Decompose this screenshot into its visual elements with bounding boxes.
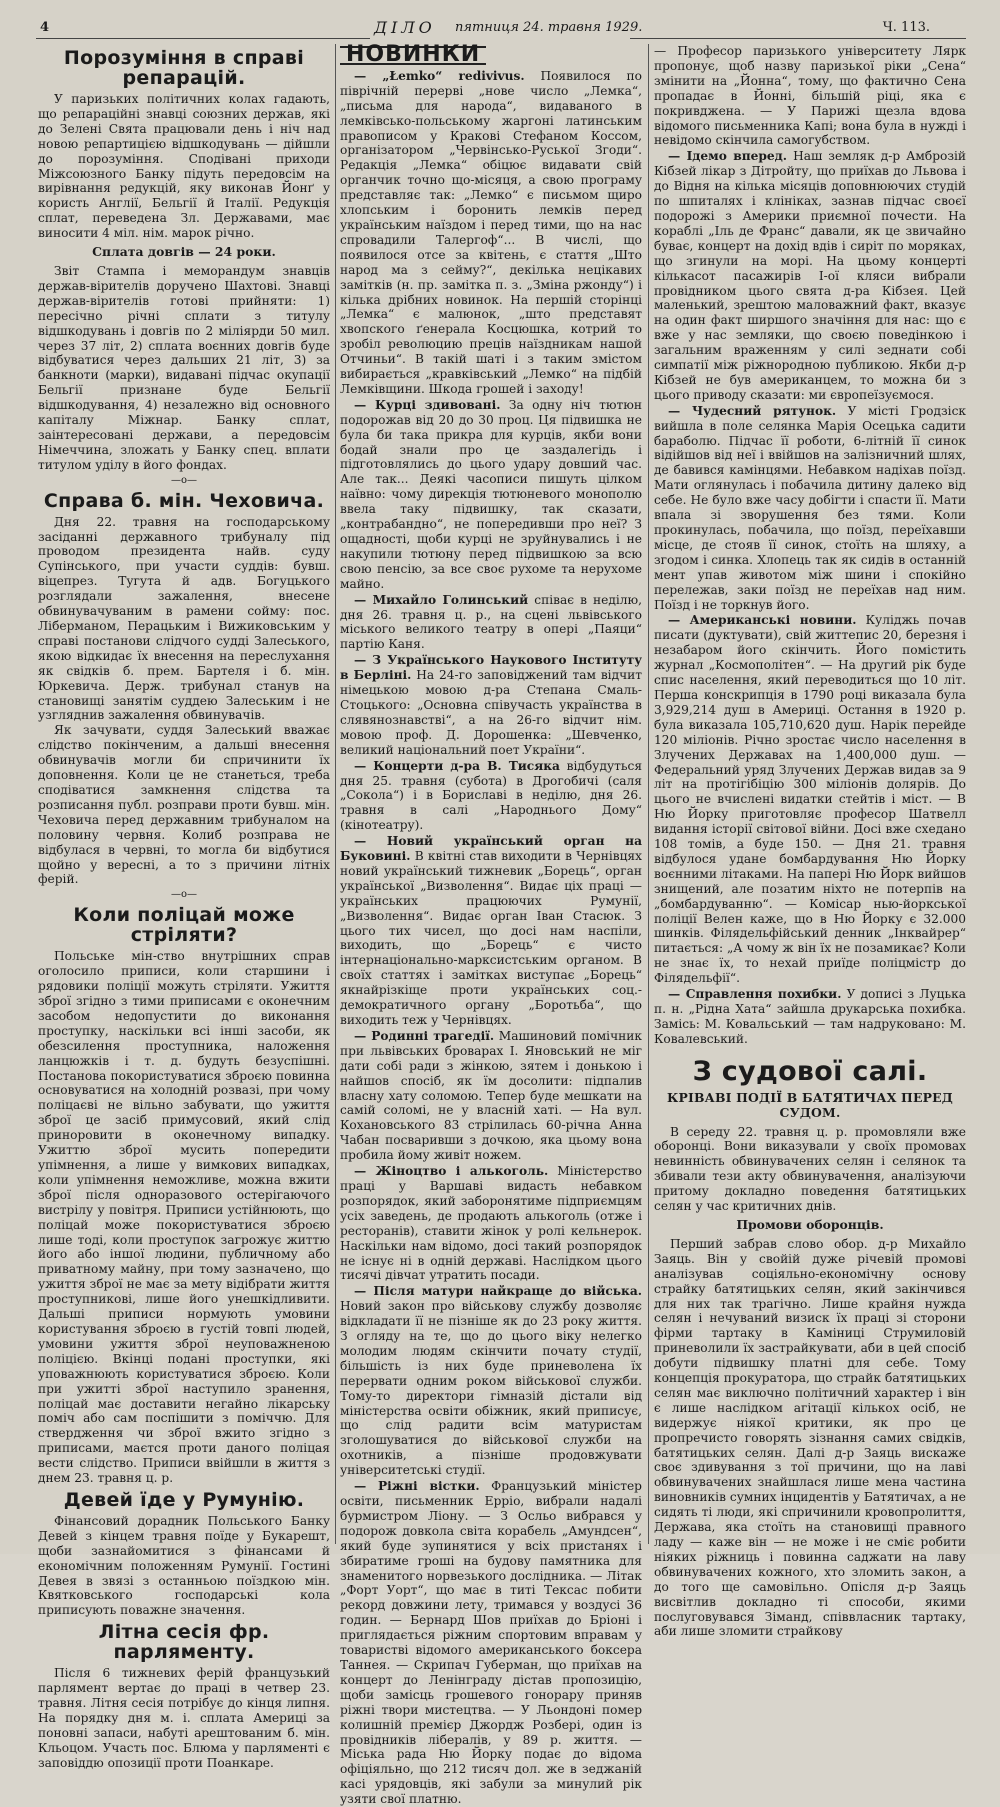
news-text: В квітні став виходити в Чернівцях новий український тижневик „Борець“, орган української „Визволення“. Видає ціх праці — українських працюючих Румунії, „Визволення“. Видає орган Іван Стасюк. З цього тих чисел, що досі нам наспіли, виходить, що „Борець“ є чисто інтернаціонально-марксистським органом. В своїх статтях і замітках виступає „Борець“ якнайрізкіще проти українських соц.-демократичного органу „Боротьба“, що виходить теж у Чернівцях. bbox=[340, 849, 642, 1027]
article-paragraph: Перший забрав слово обор. д-р Михайло Заяць. Він у свойій дуже річевій промові аналізував соціяльно-економічну основу страйку батятицьких селян, який закінчився для них так трагічно. Лише крайня нужда селян і нечуваний визиск їх праці зі сторони фірми тартаку в Каміниці Струмиловій приневолили їх застрайкувати, аби в цей спосіб добути підвишку платні для себе. Тому концепція прокуратора, що страйк батятицьких селян має виключно політичний характер і він є лише наслідком агітації кількох осіб, не видержує ніякої критики, як про це пропречисто говорять зізнання самих свідків, батятицьких селян. Далі д-р Заяць вискаже своє здивування з тої причини, що на лаві обвинувачених знайшлася лише мена частина виновників сумних інцидентів у Батятичах, а не сидять ті люди, які спричинили кровопролиття, Держава, яка стоїть на становищі правного ладу — каже він — не може і не сміє робити ніяких ріжниць і повинна саджати на лаву обвинувачених кожного, хто зломить закон, а до того ще самовільно. Опісля д-р Заяць висвітлив докладно ті способи, якими послуговувався Зіманд, співвласник тартаку, аби лише зломити страйкову bbox=[654, 1236, 966, 1639]
article-title-reparations: Порозуміння в справі репарацій. bbox=[63, 47, 305, 89]
article-paragraph: Дня 22. травня на господарському засіданні державного трибуналу під проводом президента найв. суду Супінського, при участи суддів: бувш. віцепрез. Тугута й адв. Богуцького розглядали зажалення, внесене обвинувачуваним в рамени сойму: пос. Ліберманом, Перацьким і Вижиковським у справі постанови слідчого судді Залеського, якою відкидає їх внесення на переслухання як свідків б. прем. Бартеля і б. мін. Юркевича. Держ. трибунал станув на становищі занятім суддею Залеським і не узгляднив зажалення обвинувачів. bbox=[38, 514, 330, 723]
news-item bbox=[340, 1479, 642, 1807]
news-item bbox=[340, 398, 642, 592]
section-header-novynky bbox=[340, 44, 642, 69]
news-item bbox=[340, 1029, 642, 1163]
news-lead: — Жіноцтво і алькоголь. bbox=[354, 1164, 549, 1179]
article-title-chekhovych: Справа б. мін. Чеховича. bbox=[43, 489, 325, 512]
news-text: Машиновий помічник при львівських броварах І. Яновський не міг дати собі ради з жінкою, зятем і донькою і найшов спосіб, як їм досолити: підпалив власну хату соломою. Тепер буде мешкати на самій соломі, не у власній хаті. — На вул. Кохановського 83 стрілилась 60-річна Анна Чабан посваривши з дочкою, яка цьому вона пробила йому живіт ножем. bbox=[340, 1028, 643, 1163]
news-text: Куліджь почав писати (дуктувати), свій життепис 20, березня і незабаром його скінчить. Його помістить журнал „Космополітен“. — На другий рік буде спис населення, який переводиться що 10 літ. Перша конскрипція в 1790 році виказала була 3,929,214 душ в Америці. Остання в 1920 р. була виказала 105,710,620 душ. Нарік перейде 120 міліонів. Річно зростає число населення в Злучених Державах на 1,400,000 душ. — Федеральний уряд Злучених Держав видав за 9 літ на протігібіцію 300 міліонів долярів. До цього не вчислені видатки стейтів і міст. — В Ню Йорку приготовляє професор Шатвелл видання історії світової війни. Досі вже схедано 108 томів, а буде 150. — Дня 21. травня відбулося удане бомбардування Ню Йорку воєнними літаками. На папері Ню Йорк вийшов знищений, але позатим ніхто не потерпів на „бомбардуванню“. — Комісар нью-йоркської поліції Велен каже, що в Ню Йорку є 32.000 шинків. Філядельфійський денник „Інквайрер“ питається: „А чому ж він їх не позамикає? Коли не знає їх, то нехай приїде поліцмістр до Філядельфії“. bbox=[654, 613, 966, 986]
article-paragraph: В середу 22. травня ц. р. промовляли вже оборонці. Вони виказували у своїх промовах невинність обвинувачених селян і селянок та збивали тези акту обвинувачення, аналізуючи притому докладно поведення батятицьких селян у час критичних днів. bbox=[654, 1124, 966, 1214]
news-lead: — Концерти д-ра В. Тисяка bbox=[354, 758, 560, 773]
news-continuation: — Професор паризького університету Лярк пропонує, щоб назву паризької ріки „Сена“ змінити на „Йонна“, тому, що фактично Сена пропадає в Йонні, більшій ріці, яка є покривджена. — У Парижі щезла вдова відомого письменника Капі; вона була в нужді і невідомо скінчила самогубством. bbox=[654, 44, 966, 148]
news-text: Появилося по піврічній перерві „нове число „Лемка“, „письма для народа“, видаваного в лемківсько-польському жаргоні латинським правописом у Кракові Стефаном Коссом, організатором „Червінсько-Руської Згоди“. Редакція „Лемка“ обіцює видавати свій органчик точно що-місяця, а свою програму представляє так: „Лемко“ є письмом щиро хлопським і боронить лемків перед українським наїздом і перед тими, що на нас спровадили Талергоф“... В числі, що появилося отсе за квітень, є стаття „Што народ ма з сейму?“, декілька нецікавих замітків (н. пр. замітка п. з. „Зміна ржонду“) і кілька дрібних новинок. На першій сторінці „Лемка“ є малюнок, „што представят хвопского ґенерала Косцюшка, котрий то зробіл революцию преців наїздникам нашой Отчиньи“. В такій шаті і з таким змістом вибирається „кравківський „Лемко“ на підбій Лемківщини. Шкода грошей і заходу! bbox=[340, 68, 643, 396]
news-item bbox=[340, 1164, 642, 1283]
news-lead: — Родинні трагедії. bbox=[354, 1028, 495, 1043]
news-item bbox=[340, 653, 642, 757]
news-lead: — Ріжні вістки. bbox=[354, 1479, 480, 1494]
news-text: Французький міністер освіти, письменник Ерріо, вибрали надалі бурмистром Ліону. — З Осльо вибрався у подорож довкола світа корабель „Амундсен“, який буде зупинятися у всіх пристанях і збиратиме гроші на будову памятника для знаменитого норвезького дослідника. — Літак „Форт Уорт“, що має в титі Тексас побити рекорд довжини лету, тримався у воздусі 36 годин. — Бернард Шов приїхав до Бріоні і приглядається ріжним спортовим вправам у товаристві відомого американського боксера Таннея. — Скрипач Губерман, що приїхав на концерт до Ленінграду дістав пропозицію, щоби замісць грошевого гонорару приняв ріжні твори мистецтва. — У Льондоні помер колишній премієр Джордж Розбері, один із провідників лібералів, у 89 р. життя. — Міська рада Ню Йорку подає до відома офіціяльно, що 212 тисяч дол. же в зеджаній касі урядовців, які забули за минулий рік узяти свої платню. bbox=[340, 1479, 642, 1807]
news-item bbox=[654, 987, 966, 1047]
news-item bbox=[654, 149, 966, 402]
news-text: Наш земляк д-р Амброзій Кібзей лікар з Дітройту, що приїхав до Львова і до Відня на кілька місяців доповнюючих студій по шпиталях і клініках, зазнав підчас своєї подорожі з Америки приємної почести. На кораблі „Іль де Франс“ давали, як це звичайно буває, концерт на дохід вдів і сиріт по моряках, що згинули на морі. На цьому концерті кількасот пасажирів І-ої кляси вибрали провідником цього свята д-ра Кібзея. Цей маленький, зрештою маловажний факт, вказує на один факт ширшого значіння для нас: що є вже у нас земляки, що своєю поведінкою і загальним враженням у силі зеднати собі симпатії між ріжнородною публикою. Якби д-р Кібзей не був американцем, то можна би з цього приводу сказати: ми європеїзуємося. bbox=[654, 149, 966, 402]
column-3 bbox=[654, 44, 967, 1639]
article-paragraph: Фінансовий дорадник Польського Банку Девей з кінцем травня поїде у Букарешт, щоби зазнайомитися з фінансами й економічним положенням Румунії. Гостині Девея в звязі з останньою поїздкою мін. Квятковського господарські кола приписують поважне значення. bbox=[38, 1513, 330, 1618]
article-paragraph: Як зачувати, суддя Залеський вважає слідство покінченим, а дальші внесення обвинувачів могли би спричинити їх доповнення. Коли це не станеться, треба сподіватися замкнення слідства та розписання публ. розправи проти бувш. мін. Чеховича перед державним трибуналом на половину червня. Колиб розправа не відбулася в червні, то могла би відбутися щойно у вересні, а то з причини літніх ферій. bbox=[38, 723, 330, 887]
news-item bbox=[340, 1284, 642, 1478]
column-divider-1 bbox=[335, 44, 336, 1544]
section-title: НОВИНКИ bbox=[340, 46, 486, 65]
article-title-devey: Девей їде у Румунію. bbox=[63, 1488, 305, 1511]
news-item bbox=[340, 834, 642, 1028]
news-lead: — З Українського Наукового Інституту в Берліні. bbox=[340, 653, 642, 683]
news-lead: — Курці здивовані. bbox=[354, 397, 501, 412]
article-paragraph: Після 6 тижневих ферій французький парлямент вертає до праці в четвер 23. травня. Літня сесія потрібує до кінця липня. На порядку дня м. і. сплата Америці за поновні запаси, набуті арештованим б. мін. Кльоцом. Участь пос. Блюма у парляменті є заповіддю опозиції проти Поанкаре. bbox=[38, 1666, 330, 1770]
news-lead: — Михайло Голинський bbox=[354, 592, 529, 607]
news-text: За одну ніч тютюн подорожав від 20 до 30 проц. Ця підвишка не була би така прикра для курців, якби вони бодай знали про це заздалегідь і підготовлялись до цього удару довший час. Але так... Деякі часописи пишуть цілком наївно: чому дирекція тютюневого монополю ввела таку підвишку, так сказати, „контрабандно“, не попередивши про неї? З ощадності, щоби курці не зруйнувались і не накупили тютюну перед підвишкою за всю свою пенсію, за все своє рухоме та нерухоме майно. bbox=[340, 397, 643, 591]
news-item bbox=[654, 613, 966, 986]
news-lead: — Чудесний рятунок. bbox=[668, 403, 837, 418]
news-item bbox=[340, 593, 642, 653]
column-2 bbox=[340, 42, 643, 1807]
news-text: Новий закон про військову службу дозволяє відкладати її не пізніше як до 23 року життя. З огляду на те, що до цього віку нелегко молодим людям скінчити почату студії, більшість із них буде приневолена їх перервати одним роком військової служби. Тому-то директори гімназій дістали від міністерства освіти обіжник, який приписує, що слід радити всім матуристам зголошуватися до військової служби на охотників, а пізніше продовжувати університетські студії. bbox=[340, 1299, 642, 1478]
article-paragraph: Польське мін-ство внутрішних справ оголосило приписи, коли старшини і рядовики поліції можуть стріляти. Ужиття зброї згідно з тими приписами є оконечним засобом недопустити до виконання проступку, наскільки всі інші засоби, як обезсилення проступника, наложення ланцюжків і т. д. будуть безуспішні. Постанова покористуватися зброєю повинна основуватися на холодній розвазі, при чому поліцаєві не вільно забувати, що ужиття зброї це засіб примусовий, який слід приноровити в оконечному випадку. Ужиттю зброї мусить попередити упімнення, а лише у вимкових випадках, коли упімнення неможливе, можна вжити зброї після одноразового остерігаючого вистрілу у повітря. Приписи устійнюють, що поліцай може покористуватися зброєю лише тоді, коли проступок загрожує життю його або іншої людини, публичному або приватному майну, при тому зазначено, що ужиття зброї не має за мету відібрати життя проступникові, лише його унешкідливити. Дальші приписи нормують умовини користування зброєю в густій товпі людей, умовини ужиття зброї неуповажненою поліцією. Вкінці подані проступки, які уповажнюють користуватися зброєю. Коли при ужитті зброї наступило зранення, поліцай має доставити негайно лікарську поміч або сам поспішити з поміччю. Для ствердження чи зброї вжито згідно з приписами, маєтся проти даного поліцая вести слідство. Приписи ввійшли в життя з днем 23. травня ц. р. bbox=[38, 949, 330, 1486]
article-title-court: З судової салі. bbox=[692, 1055, 928, 1087]
news-item bbox=[340, 759, 642, 834]
article-subheading-defenders: Промови оборонців. bbox=[736, 1216, 884, 1232]
news-lead: — „Łemko“ redivivus. bbox=[354, 68, 525, 83]
article-title-police: Коли поліцай може стріляти? bbox=[73, 904, 295, 947]
news-lead: — Після матури найкраще до війська. bbox=[354, 1284, 642, 1299]
column-1 bbox=[38, 44, 330, 1770]
newspaper-title: ДІЛО bbox=[374, 18, 436, 37]
news-text: Міністерство праці у Варшаві видасть небавком розпорядок, який заборонятиме підприємцям усіх заведень, де продають алькоголь (отже і ресторанів), ставити жінок у ролі кельнерок. Наскільки нам відомо, досі такий розпорядок не існує ні в одній державі. Наслідком цього тисячі дівчат утратить посади. bbox=[340, 1164, 642, 1283]
masthead-rule-right bbox=[630, 38, 966, 39]
news-item bbox=[654, 404, 966, 613]
news-text: співає в неділю, дня 26. травня ц. р., на сцені львівського міського великого театру в опері „Паяци“ партію Каня. bbox=[340, 592, 642, 652]
news-lead: — Справлення похибки. bbox=[668, 987, 842, 1002]
article-title-parliament: Літна сесія фр. парляменту. bbox=[98, 1621, 270, 1664]
separator: —о— bbox=[170, 474, 198, 486]
separator: —о— bbox=[170, 889, 198, 901]
issue-number: Ч. 113. bbox=[882, 20, 930, 35]
article-subheading: Сплата довгів — 24 роки. bbox=[92, 244, 276, 260]
news-text: На 24-го заповіджений там відчит німецькою мовою д-ра Степана Смаль-Стоцького: „Основна співучасть українства в слявянознавстві“, а на 26-го відчит нім. мовою проф. Д. Дорошенка: „Шевченко, великий національний поет України“. bbox=[340, 668, 643, 757]
news-item bbox=[340, 69, 642, 397]
article-subheading-court: КРІВАВІ ПОДІЇ В БАТЯТИЧАХ ПЕРЕД СУДОМ. bbox=[667, 1089, 953, 1120]
news-text: відбудуться дня 25. травня (субота) в Дрогобичі (саля „Сокола“) і в Бориславі в неділю, дня 26. травня в салі „Народнього Дому“ (кінотеатру). bbox=[340, 758, 643, 833]
page-number: 4 bbox=[40, 20, 50, 35]
news-text: У дописі з Луцька п. н. „Рідна Хата“ зайшла друкарська похибка. Замісь: М. Ковальський — там надруковано: М. Ковалевський. bbox=[654, 987, 966, 1046]
column-divider-2 bbox=[648, 44, 649, 1544]
news-text: У місті Гродзіск вийшла в поле селянка Марія Осецька садити бараболю. Підчас її роботи, 6-літній її синок відійшов від неї і ввійшов на залізничний шлях, де бавився камінцями. Небавком надіхав поїзд. Мати оглянулась і побачила дитину далеко від себе. Не було вже часу добігти і спасти її. Мати впала зі зворушення без тями. Коли прокинулась, побачила, що поїзд, переїхавши місце, де стояв її синок, стоїть на шляху, а згодом і синка. Хлопець так як сидів в останній мент упав животом між шини і спокійно перележав, заки поїзд не переїхав над ним. Поїзд і не торкнув його. bbox=[654, 403, 967, 612]
news-lead: — Американські новини. bbox=[668, 613, 857, 628]
news-lead: — Ідемо вперед. bbox=[668, 149, 788, 164]
issue-date: пятниця 24. травня 1929. bbox=[455, 20, 643, 35]
masthead-rule-left bbox=[36, 38, 370, 39]
article-paragraph: У паризьких політичних колах гадають, що репараційні знавці союзних держав, які до Зелені Свята працювали день і ніч над новою репартицією відшкодувань — дійшли до порозуміння. Сподівані приходи Міжсоюзного Банку підуть передовсім на вирівнання редукцій, яку виконав Йонґ у користь Англії, Бельгії й Італії. Редукція сплат, переведена Зл. Державами, має виносити 4 міл. нім. марок річно. bbox=[38, 92, 330, 241]
news-lead: — Новий український орган на Буковині. bbox=[340, 834, 642, 864]
article-paragraph: Звіт Стампа і меморандум знавців держав-вірителів доручено Шахтові. Знавці держав-вірителів готові прийняти: 1) пересічно річні сплати з титулу відшкодувань і довгів по 2 міліярди 50 мил. через 37 літ, 2) сплата воєнних довгів буде відбуватися через дальших 21 літ, 3) за банкноти (марки), видавані підчас окупації Бельгії признане буде Бельгії відшкодування, 4) незалежно від основного капіталу Міжнар. Банку сплат, заінтересовані держави, а передовсім Німеччина, зложать у Банку спец. вплати титулом уділу в його фондах. bbox=[38, 263, 330, 472]
masthead bbox=[0, 0, 1000, 40]
